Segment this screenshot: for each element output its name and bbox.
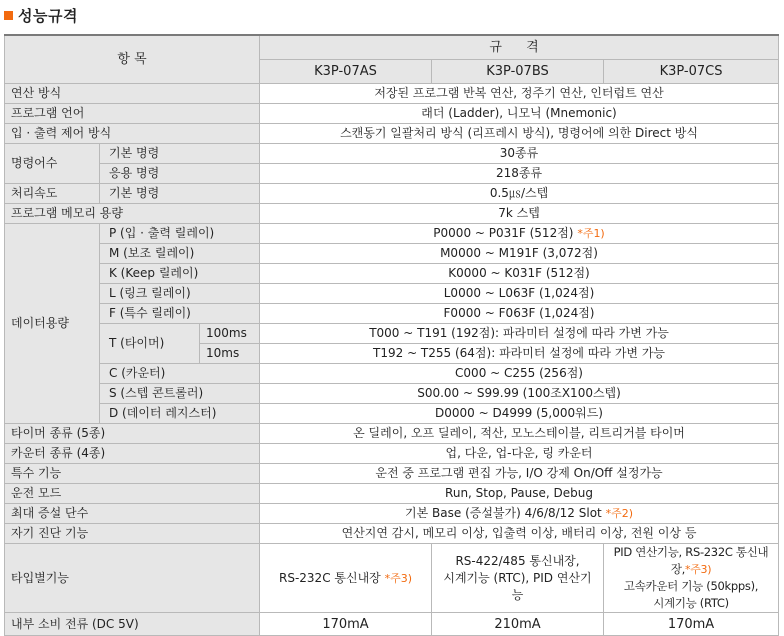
row-value (260, 504, 779, 524)
row-label: 카운터 종류 (4종) (5, 444, 260, 464)
sub-label: F (특수 릴레이) (100, 304, 260, 324)
table-row (5, 104, 779, 124)
row-value: T192 ~ T255 (64점): 파라미터 설정에 따라 가변 가능 (260, 344, 779, 364)
value-text: P0000 ~ P031F (512점) (433, 226, 574, 240)
table-row (5, 164, 779, 184)
table-row (5, 544, 779, 613)
table-row (5, 204, 779, 224)
power-cs: 170mA (604, 613, 779, 636)
row-label: 내부 소비 전류 (DC 5V) (5, 613, 260, 636)
value-line: 시계기능 (RTC) (653, 596, 729, 610)
timer-unit-label: 10ms (200, 344, 260, 364)
header-spec: 규 격 (260, 35, 779, 60)
table-row (5, 264, 779, 284)
row-value: 업, 다운, 업-다운, 링 카운터 (260, 444, 779, 464)
table-row (5, 224, 779, 244)
title-marker-icon (4, 11, 13, 20)
row-value: L0000 ~ L063F (1,024점) (260, 284, 779, 304)
model-cs: K3P-07CS (604, 60, 779, 84)
row-label: 프로그램 언어 (5, 104, 260, 124)
row-value: M0000 ~ M191F (3,072점) (260, 244, 779, 264)
sub-label: T (타이머) (100, 324, 200, 364)
row-value: C000 ~ C255 (256점) (260, 364, 779, 384)
row-value: 0.5㎲/스텝 (260, 184, 779, 204)
sub-label: 기본 명령 (100, 184, 260, 204)
row-value: 218종류 (260, 164, 779, 184)
power-bs: 210mA (432, 613, 604, 636)
type-func-bs (432, 544, 604, 613)
timer-unit-label: 100ms (200, 324, 260, 344)
row-value: T000 ~ T191 (192점): 파라미터 설정에 따라 가변 가능 (260, 324, 779, 344)
row-label: 자기 진단 기능 (5, 524, 260, 544)
sub-label: 응용 명령 (100, 164, 260, 184)
power-as: 170mA (260, 613, 432, 636)
row-value: D0000 ~ D4999 (5,000워드) (260, 404, 779, 424)
value-line: RS-422/485 통신내장, (455, 553, 580, 568)
row-value: 운전 중 프로그램 편집 가능, I/O 강제 On/Off 설정가능 (260, 464, 779, 484)
section-title (4, 4, 78, 26)
value-line: 시계기능 (RTC), PID 연산기능 (443, 570, 592, 602)
table-row (5, 244, 779, 264)
table-row (5, 484, 779, 504)
table-row (5, 404, 779, 424)
model-bs: K3P-07BS (432, 60, 604, 84)
table-row (5, 324, 779, 344)
spec-table (4, 34, 779, 636)
spec-table-container (4, 34, 778, 636)
section-title-text: 성능규격 (18, 6, 78, 25)
row-value: 온 딜레이, 오프 딜레이, 적산, 모노스테이블, 리트리거블 타이머 (260, 424, 779, 444)
value-text: RS-232C 통신내장 (279, 570, 381, 585)
row-label: 데이터용량 (5, 224, 100, 424)
value-text: 기본 Base (증설불가) 4/6/8/12 Slot (405, 506, 602, 520)
row-value (260, 224, 779, 244)
table-row (5, 124, 779, 144)
row-label: 명령어수 (5, 144, 100, 184)
sub-label: 기본 명령 (100, 144, 260, 164)
row-label: 타이머 종류 (5종) (5, 424, 260, 444)
table-row (5, 613, 779, 636)
row-label: 연산 방식 (5, 84, 260, 104)
table-row (5, 144, 779, 164)
row-value: 연산지연 감시, 메모리 이상, 입출력 이상, 배터리 이상, 전원 이상 등 (260, 524, 779, 544)
row-value: 스캔동기 일괄처리 방식 (리프레시 방식), 명령어에 의한 Direct 방식 (260, 124, 779, 144)
row-label: 특수 기능 (5, 464, 260, 484)
table-row (5, 384, 779, 404)
table-row (5, 464, 779, 484)
row-value: S00.00 ~ S99.99 (100조X100스텝) (260, 384, 779, 404)
row-value: Run, Stop, Pause, Debug (260, 484, 779, 504)
row-label: 운전 모드 (5, 484, 260, 504)
row-value: 래더 (Ladder), 니모닉 (Mnemonic) (260, 104, 779, 124)
header-row (5, 35, 779, 60)
table-row (5, 304, 779, 324)
row-label: 입 · 출력 제어 방식 (5, 124, 260, 144)
row-value: 저장된 프로그램 반복 연산, 정주기 연산, 인터럽트 연산 (260, 84, 779, 104)
table-row (5, 184, 779, 204)
table-row (5, 444, 779, 464)
header-item: 항 목 (5, 35, 260, 84)
table-row (5, 504, 779, 524)
sub-label: M (보조 릴레이) (100, 244, 260, 264)
model-as: K3P-07AS (260, 60, 432, 84)
type-func-cs (604, 544, 779, 613)
type-func-as (260, 544, 432, 613)
footnote: *주3) (384, 571, 413, 585)
row-value: K0000 ~ K031F (512점) (260, 264, 779, 284)
footnote: *주2) (605, 507, 633, 520)
row-label: 타입별기능 (5, 544, 260, 613)
sub-label: L (링크 릴레이) (100, 284, 260, 304)
row-label: 최대 증설 단수 (5, 504, 260, 524)
sub-label: K (Keep 릴레이) (100, 264, 260, 284)
footnote: *주3) (685, 563, 712, 576)
sub-label: S (스텝 콘트롤러) (100, 384, 260, 404)
row-value: F0000 ~ F063F (1,024점) (260, 304, 779, 324)
sub-label: D (데이터 레지스터) (100, 404, 260, 424)
table-row (5, 84, 779, 104)
row-label: 처리속도 (5, 184, 100, 204)
table-row (5, 424, 779, 444)
table-row (5, 364, 779, 384)
value-line: 고속카운터 기능 (50kpps), (623, 579, 759, 593)
value-line: PID 연산기능, RS-232C 통신내장, (613, 545, 769, 576)
table-row (5, 284, 779, 304)
sub-label: P (입 · 출력 릴레이) (100, 224, 260, 244)
footnote: *주1) (577, 227, 605, 240)
table-row (5, 524, 779, 544)
row-label: 프로그램 메모리 용량 (5, 204, 260, 224)
row-value: 30종류 (260, 144, 779, 164)
sub-label: C (카운터) (100, 364, 260, 384)
row-value: 7k 스텝 (260, 204, 779, 224)
